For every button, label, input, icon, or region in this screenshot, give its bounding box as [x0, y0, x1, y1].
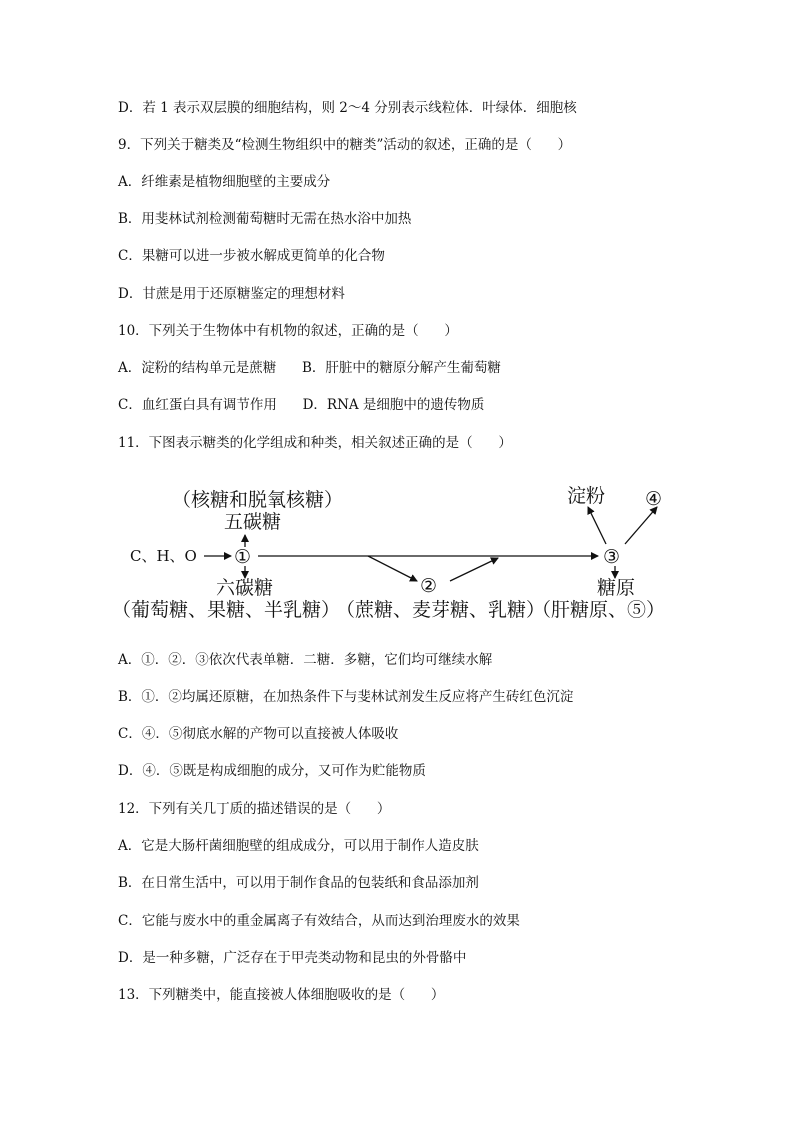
q9-option-d: D．甘蔗是用于还原糖鉴定的理想材料 — [118, 286, 345, 302]
sugar-classification-diagram — [112, 480, 692, 630]
q12-option-d: D．是一种多糖，广泛存在于甲壳类动物和昆虫的外骨骼中 — [118, 950, 467, 966]
glycogen-label: 糖原 — [597, 577, 636, 599]
q13-stem: 13．下列糖类中，能直接被人体细胞吸收的是（ ） — [118, 987, 445, 1003]
hexose-examples: （葡萄糖、果糖、半乳糖） — [112, 599, 341, 621]
q11-stem: 11．下图表示糖类的化学组成和种类，相关叙述正确的是（ ） — [118, 435, 512, 451]
q12-option-b: B．在日常生活中，可以用于制作食品的包装纸和食品添加剂 — [118, 875, 479, 891]
node-2: ② — [420, 575, 438, 597]
q11-option-d: D．④．⑤既是构成细胞的成分，又可作为贮能物质 — [118, 763, 426, 779]
q9-option-a: A．纤维素是植物细胞壁的主要成分 — [118, 174, 331, 190]
q10-options-ab: A．淀粉的结构单元是蔗糖 B．肝脏中的糖原分解产生葡萄糖 — [118, 360, 501, 376]
q12-option-c: C．它能与废水中的重金属离子有效结合，从而达到治理废水的效果 — [118, 913, 520, 929]
arrow-2-to-3 — [450, 558, 498, 581]
q9-stem: 9．下列关于糖类及“检测生物组织中的糖类”活动的叙述，正确的是（ ） — [118, 137, 572, 153]
q9-option-c: C．果糖可以进一步被水解成更简单的化合物 — [118, 248, 385, 264]
node-4: ④ — [645, 488, 663, 510]
q10-options-cd: C．血红蛋白具有调节作用 D．RNA 是细胞中的遗传物质 — [118, 397, 485, 413]
node-1: ① — [234, 546, 252, 568]
pentose-note: （核糖和脱氧核糖） — [172, 489, 344, 511]
q8-option-d: D．若 1 表示双层膜的细胞结构，则 2～4 分别表示线粒体．叶绿体．细胞核 — [118, 100, 577, 116]
q11-option-b: B．①．②均属还原糖，在加热条件下与斐林试剂发生反应将产生砖红色沉淀 — [118, 689, 574, 705]
hexose-label: 六碳糖 — [216, 577, 274, 599]
q12-stem: 12．下列有关几丁质的描述错误的是（ ） — [118, 801, 391, 817]
arrow-3-to-4 — [625, 507, 657, 544]
node-3: ③ — [603, 546, 621, 568]
disaccharide-examples: （蔗糖、麦芽糖、乳糖） — [336, 599, 546, 621]
arrow-1-to-2 — [368, 556, 417, 581]
pentose-label: 五碳糖 — [224, 511, 282, 533]
q10-stem: 10．下列关于生物体中有机物的叙述，正确的是（ ） — [118, 323, 458, 339]
arrow-3-to-starch — [588, 507, 606, 544]
q12-option-a: A．它是大肠杆菌细胞壁的组成成分，可以用于制作人造皮肤 — [118, 838, 479, 854]
glycogen-examples: （肝糖原、⑤） — [532, 599, 666, 621]
q9-option-b: B．用斐林试剂检测葡萄糖时无需在热水浴中加热 — [118, 211, 412, 227]
elements-label: C、H、O — [130, 547, 197, 565]
q11-option-a: A．①．②．③依次代表单糖．二糖．多糖，它们均可继续水解 — [118, 652, 493, 668]
starch-label: 淀粉 — [567, 485, 606, 507]
q11-option-c: C．④．⑤彻底水解的产物可以直接被人体吸收 — [118, 726, 399, 742]
